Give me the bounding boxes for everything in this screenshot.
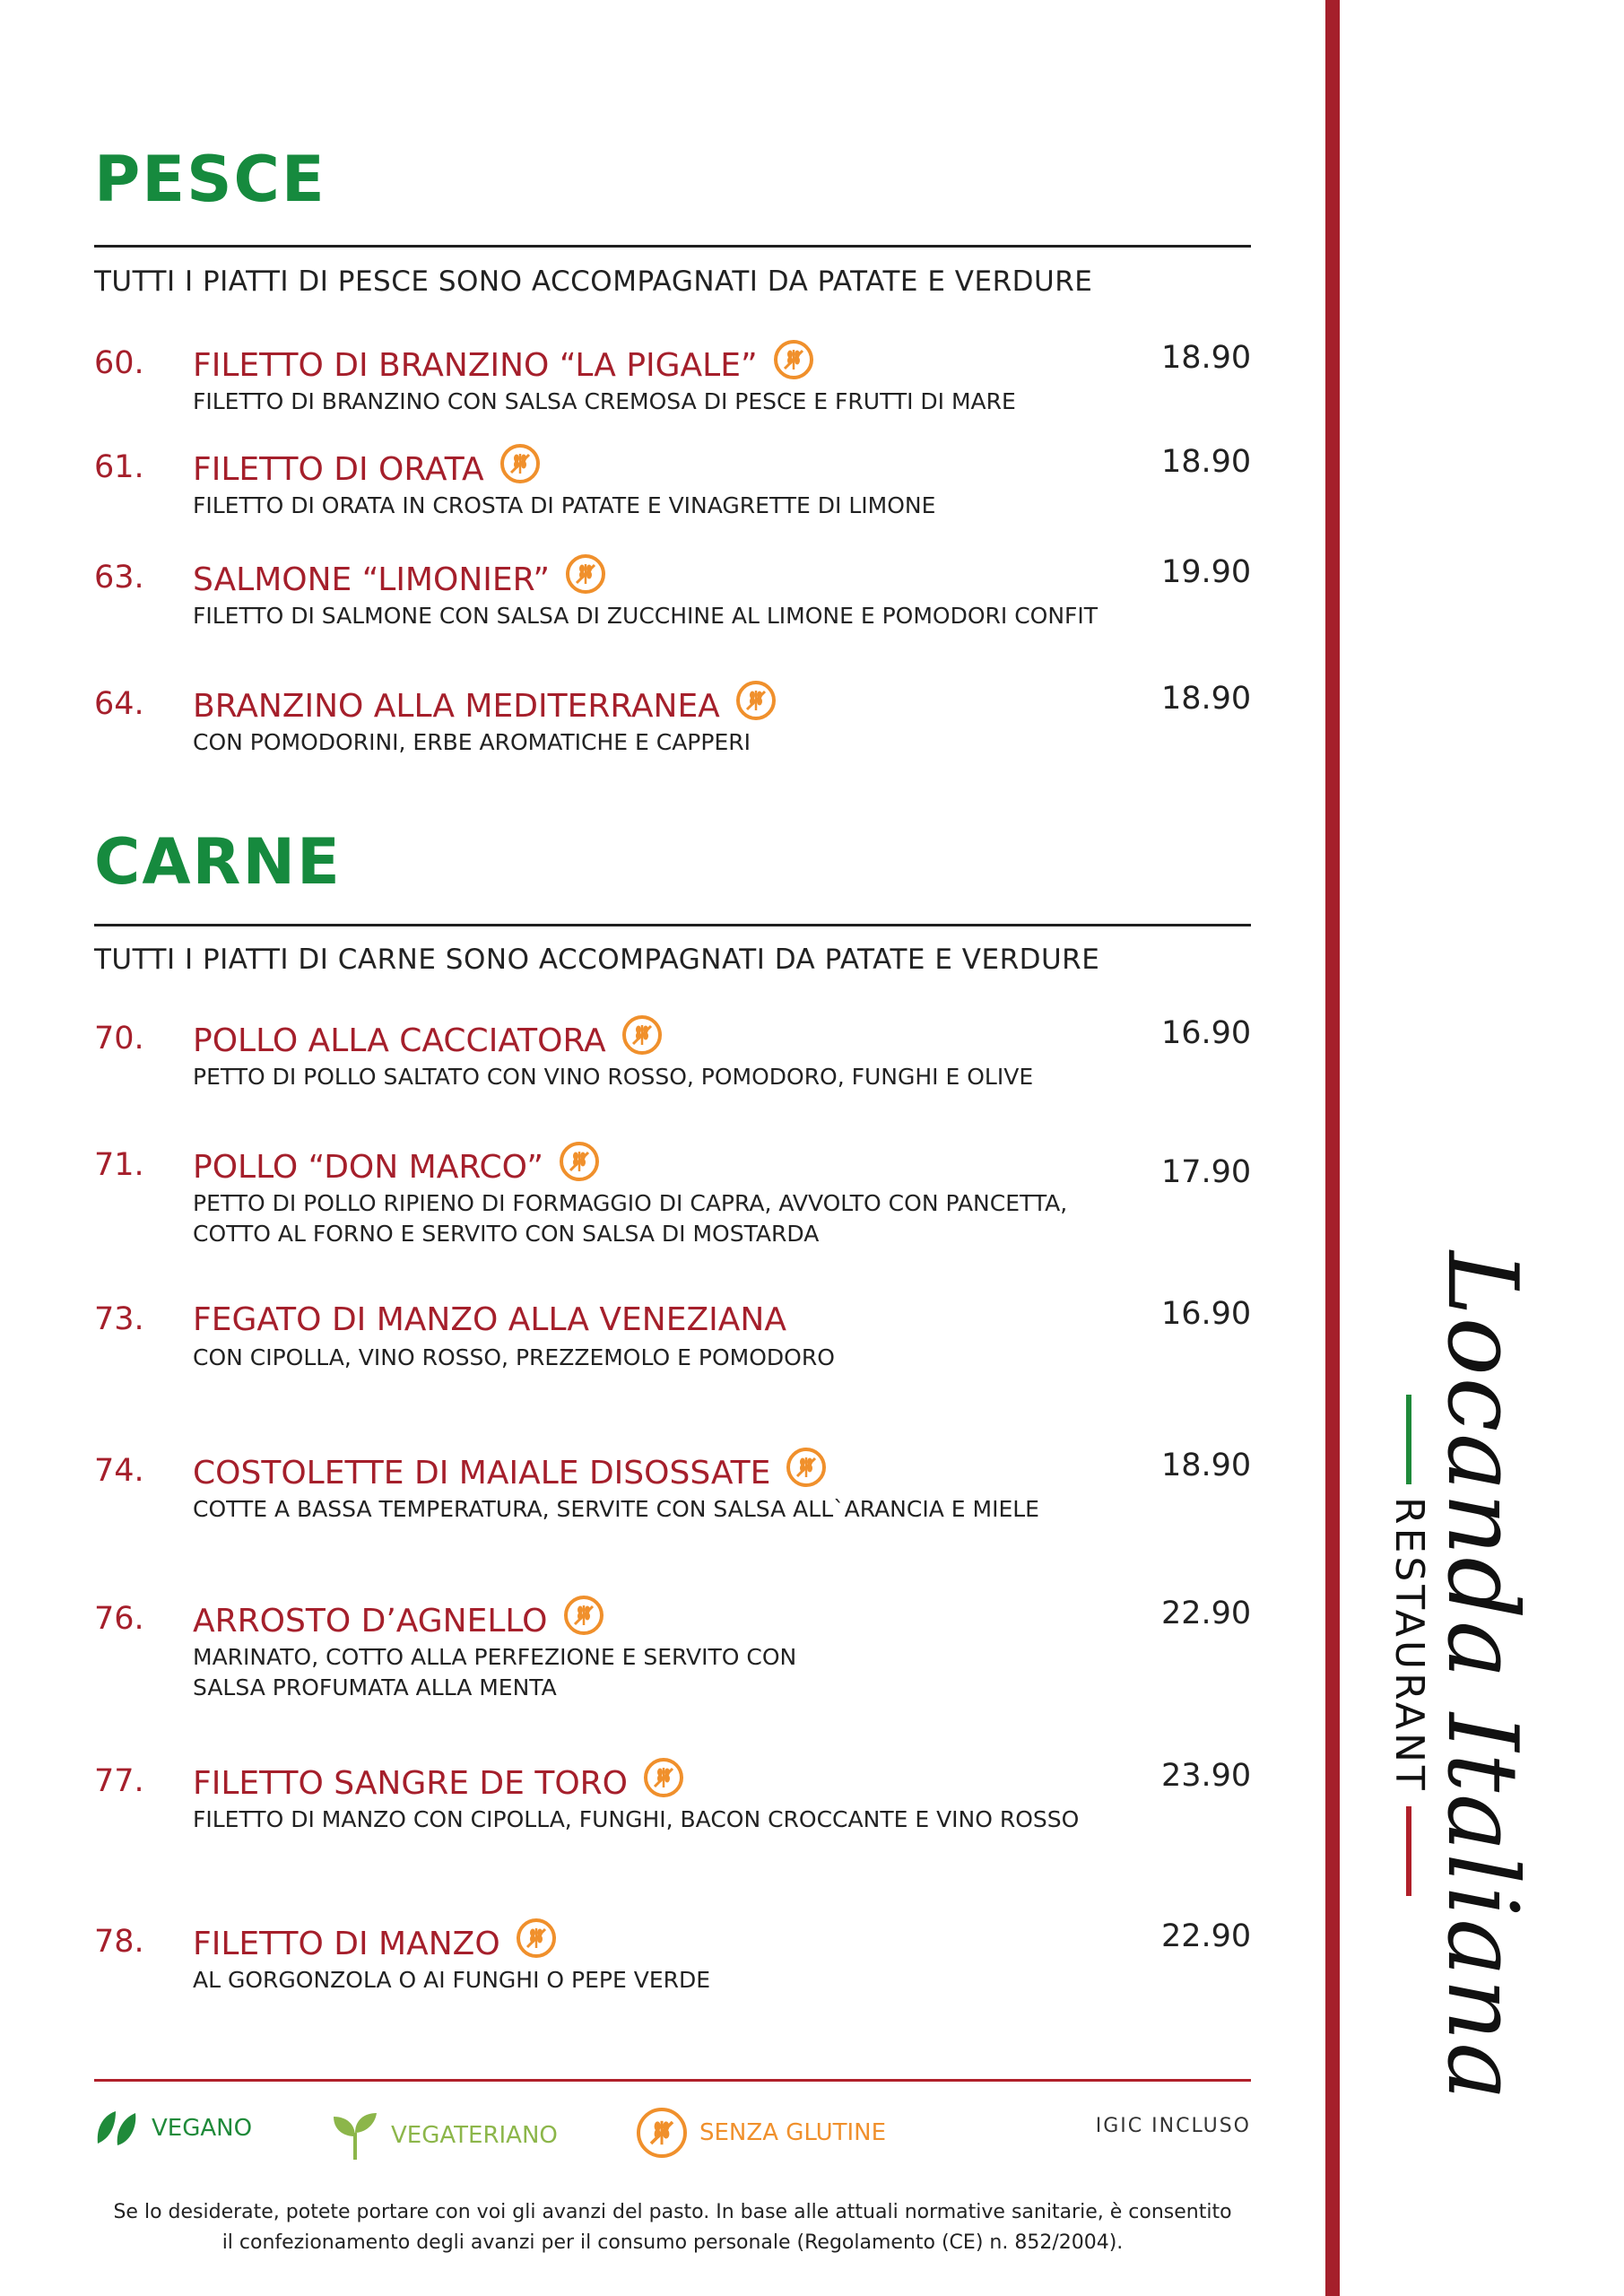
vegan-leaf-icon (94, 2108, 139, 2149)
dish-description: MARINATO, COTTO ALLA PERFEZIONE E SERVITO CON SALSA PROFUMATA ALLA MENTA (193, 1644, 797, 1700)
dish-price: 18.90 (1161, 340, 1252, 376)
dish-number: 74. (94, 1453, 144, 1489)
dietary-legend (94, 2108, 1251, 2161)
gluten-free-icon (560, 1142, 599, 1181)
dish-name: FILETTO DI BRANZINO “LA PIGALE” (193, 345, 813, 385)
footer-divider (94, 2079, 1251, 2082)
dish-price: 19.90 (1161, 554, 1252, 590)
brand-name: Locanda Italiana (1426, 1251, 1538, 2102)
gluten-free-icon (736, 681, 776, 720)
dish-price: 17.90 (1161, 1154, 1252, 1190)
dish-name: SALMONE “LIMONIER” (193, 560, 605, 599)
restaurant-logo (1341, 1251, 1538, 2102)
dish-name: POLLO ALLA CACCIATORA (193, 1021, 662, 1060)
dish-price: 22.90 (1161, 1918, 1252, 1954)
dish-number: 77. (94, 1763, 144, 1799)
section-subtitle-pesce: TUTTI I PIATTI DI PESCE SONO ACCOMPAGNATI DA PATATE E VERDURE (94, 265, 1093, 298)
gluten-free-icon (622, 1015, 662, 1055)
legend-vegan: VEGANO (94, 2108, 252, 2149)
dish-number: 71. (94, 1147, 144, 1183)
dish-number: 70. (94, 1021, 144, 1057)
dish-name: ARROSTO D’AGNELLO (193, 1601, 604, 1640)
legend-gluten-free: SENZA GLUTINE (637, 2108, 886, 2158)
dish-price: 18.90 (1161, 444, 1252, 480)
side-accent-bar (1325, 0, 1340, 2296)
dish-description: FILETTO DI BRANZINO CON SALSA CREMOSA DI PESCE E FRUTTI DI MARE (193, 388, 1016, 414)
vegetarian-sprout-icon (332, 2109, 378, 2161)
dish-description: PETTO DI POLLO RIPIENO DI FORMAGGIO DI CAPRA, AVVOLTO CON PANCETTA, COTTO AL FORNO E SERVITO CON SALSA DI MOSTARDA (193, 1190, 1068, 1247)
dish-number: 64. (94, 686, 144, 722)
dish-number: 60. (94, 345, 144, 381)
dish-price: 22.90 (1161, 1596, 1252, 1631)
legend-vegetarian: VEGATERIANO (332, 2109, 558, 2161)
dish-number: 76. (94, 1601, 144, 1637)
brand-subtitle: RESTAURANT (1386, 1395, 1432, 1896)
gluten-free-icon (500, 444, 540, 483)
dish-description: CON CIPOLLA, VINO ROSSO, PREZZEMOLO E POMODORO (193, 1344, 835, 1370)
gluten-free-icon (637, 2108, 687, 2158)
dish-price: 18.90 (1161, 681, 1252, 717)
dish-description: AL GORGONZOLA O AI FUNGHI O PEPE VERDE (193, 1967, 711, 1993)
dish-name: FILETTO DI ORATA (193, 449, 540, 489)
dish-description: COTTE A BASSA TEMPERATURA, SERVITE CON SALSA ALL`ARANCIA E MIELE (193, 1496, 1039, 1522)
dish-name: FILETTO SANGRE DE TORO (193, 1763, 683, 1803)
dish-price: 16.90 (1161, 1015, 1252, 1051)
flag-red-stripe (1407, 1806, 1412, 1896)
dish-price: 16.90 (1161, 1296, 1252, 1332)
gluten-free-icon (786, 1448, 826, 1487)
gluten-free-icon (564, 1596, 604, 1635)
dish-price: 23.90 (1161, 1758, 1252, 1794)
divider (94, 924, 1251, 926)
section-subtitle-carne: TUTTI I PIATTI DI CARNE SONO ACCOMPAGNATI DA PATATE E VERDURE (94, 944, 1100, 976)
gluten-free-icon (644, 1758, 683, 1797)
dish-name: BRANZINO ALLA MEDITERRANEA (193, 686, 776, 726)
dish-description: CON POMODORINI, ERBE AROMATICHE E CAPPERI (193, 729, 751, 755)
dish-name: COSTOLETTE DI MAIALE DISOSSATE (193, 1453, 826, 1492)
dish-number: 63. (94, 560, 144, 596)
dish-description: PETTO DI POLLO SALTATO CON VINO ROSSO, POMODORO, FUNGHI E OLIVE (193, 1064, 1034, 1090)
section-title-carne: CARNE (94, 825, 342, 899)
dish-number: 73. (94, 1301, 144, 1337)
flag-green-stripe (1407, 1395, 1412, 1484)
dish-description: FILETTO DI MANZO CON CIPOLLA, FUNGHI, BACON CROCCANTE E VINO ROSSO (193, 1806, 1080, 1832)
dish-description: FILETTO DI SALMONE CON SALSA DI ZUCCHINE AL LIMONE E POMODORI CONFIT (193, 603, 1099, 629)
dish-name: FILETTO DI MANZO (193, 1924, 556, 1963)
leftovers-note: Se lo desiderate, potete portare con voi gli avanzi del pasto. In base alle attuali normative sanitarie, è consentito il confezionamento degli avanzi per il consumo personale (Regolamento (CE) n. 852/2004). (113, 2201, 1232, 2254)
dish-description: FILETTO DI ORATA IN CROSTA DI PATATE E VINAGRETTE DI LIMONE (193, 492, 936, 518)
dish-number: 61. (94, 449, 144, 485)
dish-number: 78. (94, 1924, 144, 1960)
divider (94, 245, 1251, 248)
gluten-free-icon (566, 554, 605, 594)
dish-price: 18.90 (1161, 1448, 1252, 1483)
section-title-pesce: PESCE (94, 143, 326, 216)
dish-name: FEGATO DI MANZO ALLA VENEZIANA (193, 1301, 786, 1338)
gluten-free-icon (517, 1918, 556, 1958)
dish-name: POLLO “DON MARCO” (193, 1147, 599, 1187)
gluten-free-icon (774, 340, 813, 379)
tax-note: IGIC INCLUSO (1095, 2115, 1251, 2137)
